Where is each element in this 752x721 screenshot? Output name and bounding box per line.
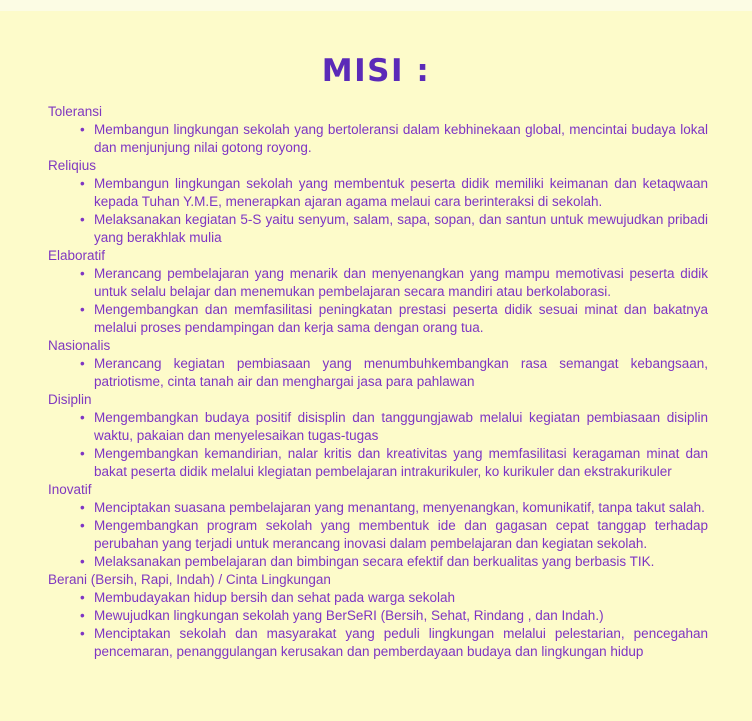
mission-section <box>48 571 708 661</box>
section-bullets <box>48 355 708 391</box>
mission-bullet-item: • Membangun lingkungan sekolah yang bertoleransi dalam kebhinekaan global, mencintai budaya lokal dan menjunjung nilai gotong royong. <box>80 121 708 157</box>
mission-bullet-item: • Mengembangkan kemandirian, nalar kritis dan kreativitas yang memfasilitasi keragaman minat dan bakat peserta didik melalui klegiatan pembelajaran intrakurikuler, ko kurikuler dan ekstrakurikuler <box>80 445 708 481</box>
mission-bullet-item: • Menciptakan suasana pembelajaran yang menantang, menyenangkan, komunikatif, tanpa takut salah. <box>80 499 708 517</box>
mission-bullet-item: • Menciptakan sekolah dan masyarakat yang peduli lingkungan melalui pelestarian, pencegahan pencemaran, penanggulangan kerusakan dan pemberdayaan budaya dan lingkungan hidup <box>80 625 708 661</box>
mission-section <box>48 391 708 481</box>
section-heading: Toleransi <box>48 104 103 119</box>
top-edge <box>0 0 752 11</box>
section-heading: Reliqius <box>48 158 97 173</box>
section-bullets <box>48 409 708 481</box>
section-bullets <box>48 121 708 157</box>
mission-bullet-item: • Membudayakan hidup bersih dan sehat pada warga sekolah <box>80 589 708 607</box>
mission-bullet-item: • Mengembangkan budaya positif disisplin dan tanggungjawab melalui kegiatan pembiasaan disiplin waktu, pakaian dan menyelesaikan tugas-tugas <box>80 409 708 445</box>
section-bullets <box>48 499 708 571</box>
section-heading: Berani (Bersih, Rapi, Indah) / Cinta Lingkungan <box>48 572 331 587</box>
mission-bullet-item: • Mewujudkan lingkungan sekolah yang BerSeRI (Bersih, Sehat, Rindang , dan Indah.) <box>80 607 708 625</box>
mission-bullet-item: • Mengembangkan dan memfasilitasi peningkatan prestasi peserta didik sesuai minat dan bakatnya melalui proses pendampingan dan kerja sama dengan orang tua. <box>80 301 708 337</box>
mission-bullet-item: • Merancang pembelajaran yang menarik dan menyenangkan yang mampu memotivasi peserta didik untuk selalu belajar dan menemukan pembelajaran secara mandiri atau berkolaborasi. <box>80 265 708 301</box>
mission-bullet-item: • Melaksanakan pembelajaran dan bimbingan secara efektif dan berkualitas yang berbasis TIK. <box>80 553 708 571</box>
mission-page <box>0 53 752 661</box>
section-heading: Disiplin <box>48 392 92 407</box>
mission-bullet-item: • Melaksanakan kegiatan 5-S yaitu senyum, salam, sapa, sopan, dan santun untuk mewujudkan pribadi yang berakhlak mulia <box>80 211 708 247</box>
mission-bullet-item: • Membangun lingkungan sekolah yang membentuk peserta didik memiliki keimanan dan ketaqwaan kepada Tuhan Y.M.E, menerapkan ajaran agama melaui cara berinteraksi di sekolah. <box>80 175 708 211</box>
mission-section <box>48 337 708 391</box>
section-heading: Inovatif <box>48 482 92 497</box>
mission-bullet-item: • Merancang kegiatan pembiasaan yang menumbuhkembangkan rasa semangat kebangsaan, patriotisme, cinta tanah air dan menghargai jasa para pahlawan <box>80 355 708 391</box>
section-heading: Elaboratif <box>48 248 106 263</box>
mission-list <box>48 103 708 661</box>
mission-section <box>48 247 708 337</box>
section-bullets <box>48 589 708 661</box>
mission-bullet-item: • Mengembangkan program sekolah yang membentuk ide dan gagasan cepat tanggap terhadap perubahan yang terjadi untuk merancang inovasi dalam pembelajaran dan kegiatan sekolah. <box>80 517 708 553</box>
section-heading: Nasionalis <box>48 338 111 353</box>
mission-section <box>48 481 708 571</box>
page-title: MISI : <box>321 53 431 89</box>
mission-section <box>48 103 708 157</box>
section-bullets <box>48 265 708 337</box>
mission-section <box>48 157 708 247</box>
section-bullets <box>48 175 708 247</box>
